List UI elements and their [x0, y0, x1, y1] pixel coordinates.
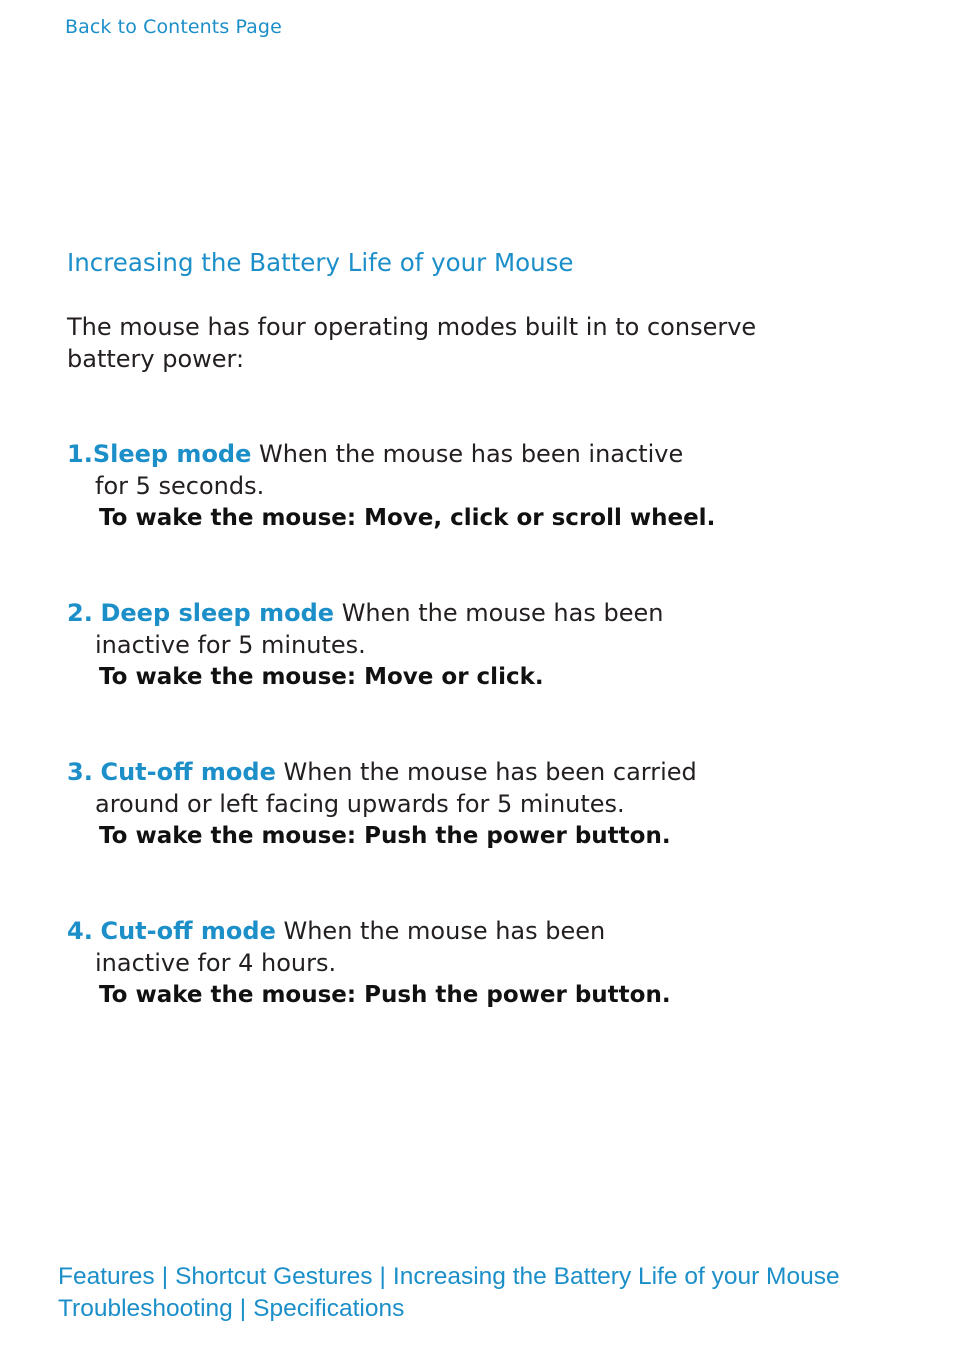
mode-number: 4. — [67, 917, 93, 945]
mode-heading-line — [67, 915, 887, 947]
mode-description: When the mouse has been — [283, 917, 606, 945]
mode-wake-instruction: To wake the mouse: Push the power button. — [99, 823, 671, 849]
mode-wake-instruction: To wake the mouse: Move, click or scroll wheel. — [99, 505, 716, 531]
footer-separator: | — [161, 1263, 169, 1290]
footer-navigation — [58, 1261, 938, 1325]
footer-separator: | — [379, 1263, 386, 1290]
mode-description: When the mouse has been carried — [283, 758, 697, 786]
footer-link-features[interactable]: Features — [58, 1263, 155, 1290]
footer-link-specifications[interactable]: Specifications — [253, 1295, 405, 1322]
footer-link-shortcut-gestures[interactable]: Shortcut Gestures — [175, 1263, 373, 1290]
mode-wake-instruction: To wake the mouse: Push the power button. — [99, 982, 671, 1008]
mode-name: Cut-off mode — [100, 917, 276, 945]
footer-nav-row-2 — [58, 1293, 938, 1325]
footer-link-troubleshooting[interactable]: Troubleshooting — [58, 1295, 233, 1322]
mode-number: 2. — [67, 599, 93, 627]
mode-description-continued: for 5 seconds. — [95, 472, 265, 500]
mode-wake-instruction: To wake the mouse: Move or click. — [99, 664, 544, 690]
mode-description: When the mouse has been inactive — [259, 440, 684, 468]
mode-heading-line — [67, 756, 887, 788]
mode-name: Deep sleep mode — [100, 599, 335, 627]
mode-number: 3. — [67, 758, 93, 786]
mode-description: When the mouse has been — [341, 599, 664, 627]
footer-nav-row-1 — [58, 1261, 938, 1293]
footer-link-battery-life[interactable]: Increasing the Battery Life of your Mouse — [392, 1263, 840, 1290]
back-to-contents-link[interactable]: Back to Contents Page — [65, 16, 282, 38]
mode-heading-line — [67, 438, 887, 470]
section-title: Increasing the Battery Life of your Mouse — [67, 248, 574, 277]
mode-number: 1. — [67, 440, 93, 468]
mode-description-continued: inactive for 5 minutes. — [95, 631, 366, 659]
mode-name: Cut-off mode — [100, 758, 276, 786]
mode-item-cut-off-carried — [67, 756, 887, 852]
mode-item-deep-sleep — [67, 597, 887, 693]
mode-name: Sleep mode — [92, 440, 252, 468]
mode-description-continued: around or left facing upwards for 5 minutes. — [95, 790, 625, 818]
mode-heading-line — [67, 597, 887, 629]
mode-item-sleep — [67, 438, 887, 534]
mode-item-cut-off-inactive — [67, 915, 887, 1011]
footer-separator: | — [239, 1295, 247, 1322]
mode-description-continued: inactive for 4 hours. — [95, 949, 337, 977]
intro-paragraph: The mouse has four operating modes built in to conserve battery power: — [67, 313, 757, 373]
